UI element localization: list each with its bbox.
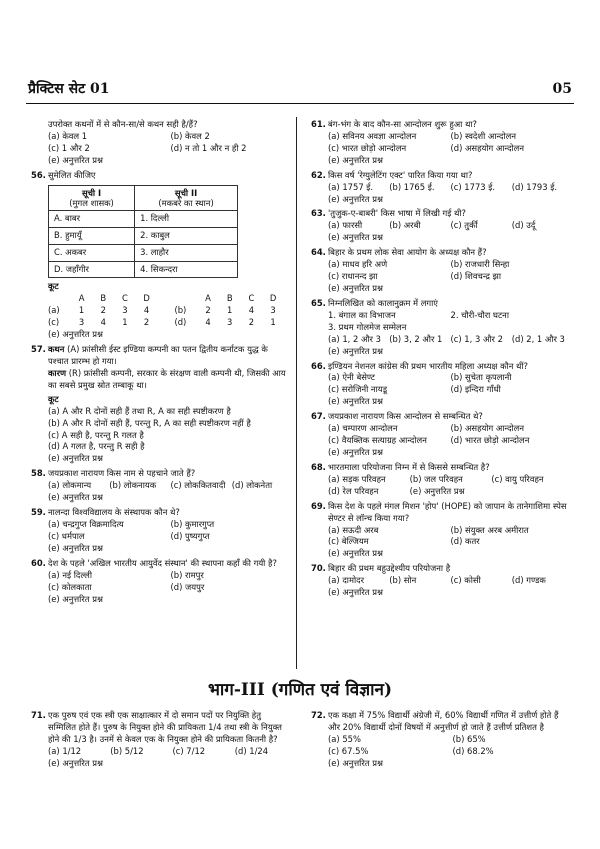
option-b: (b) 1765 ई.	[389, 181, 435, 192]
question-62	[311, 170, 567, 206]
question-number: 66.	[311, 360, 326, 371]
header-rule	[26, 103, 574, 104]
option-c: (c) बेल्जियम	[328, 536, 369, 547]
options	[311, 575, 567, 587]
right-column	[311, 119, 567, 602]
question-60	[31, 558, 287, 606]
page-number: 05	[552, 81, 572, 97]
question-number: 70.	[311, 563, 326, 574]
option-b: (b) रामपुर	[170, 569, 204, 580]
list2-header: सूची II (मकबरे का स्थान)	[135, 185, 238, 210]
option-b: (b) 65%	[452, 733, 486, 744]
option-a: (a) A और R दोनों सही हैं तथा R, A का सही स्पष्टीकरण है	[48, 405, 231, 416]
question-57	[31, 344, 287, 465]
list-item: 2. चौरी-चौरा घटना	[450, 309, 509, 320]
option-e: (e) अनुत्तरित प्रश्न	[328, 282, 383, 293]
option-e: (e) अनुत्तरित प्रश्न	[48, 542, 103, 553]
option-d: (d) 1793 ई.	[511, 181, 558, 192]
options	[31, 570, 287, 606]
question-text: बंग-भंग के बाद कौन-सा आन्दोलन शुरू हुआ था?	[328, 119, 477, 129]
question-59	[31, 507, 287, 555]
option-d: (d) कतर	[450, 536, 480, 547]
question-number: 60.	[31, 557, 46, 568]
options	[311, 259, 567, 295]
column-divider	[296, 117, 297, 669]
option-a: (a) सविनय अवज्ञा आन्दोलन	[328, 130, 417, 141]
question-69	[311, 501, 567, 561]
option-a: (a) फारसी	[328, 220, 363, 231]
question-text: एक कक्षा में 75% विद्यार्थी अंग्रेजी में, 60% विद्यार्थी गणित में उत्तीर्ण होते हैं और 20% विद्यार्थी दोनों विषयों में अनुत्तीर्ण हो जाते हैं उत्तीर्ण प्रतिशत है	[328, 710, 559, 732]
question-71	[31, 710, 291, 770]
question-number: 65.	[311, 297, 326, 308]
question-text: बिहार की प्रथम बहुउद्देश्यीय परियोजना है	[328, 563, 451, 574]
question-number: 67.	[311, 411, 326, 422]
option-b: (b) 5/12	[110, 745, 144, 756]
options	[31, 746, 291, 758]
question-61	[311, 119, 567, 167]
option-b: (b) लोकनायक	[109, 480, 157, 491]
option-d: (d) जयपुर	[170, 581, 205, 592]
section-title: भाग-III (गणित एवं विज्ञान)	[207, 680, 393, 700]
option-e: (e) अनुत्तरित प्रश्न	[328, 446, 383, 457]
question-number: 62.	[311, 169, 326, 180]
question-text: बिहार के प्रथम लोक सेवा आयोग के अध्यक्ष कौन हैं?	[328, 247, 487, 258]
question-55-continued	[31, 119, 287, 167]
options	[311, 372, 567, 408]
option-b: (b) राजधारी सिन्हा	[450, 259, 510, 270]
question-text: देश के पहले 'अखिल भारतीय आयुर्वेद संस्थान' की स्थापना कहाँ की गयी है?	[48, 557, 277, 568]
question-text: इण्डियन नेशनल कांग्रेस की प्रथम भारतीय महिला अध्यक्ष कौन थीं?	[328, 360, 528, 371]
left-column	[31, 119, 287, 608]
code-row: (a) 1 2 3 4 (b) 2 1 4 3	[48, 305, 276, 316]
option-e: (e) अनुत्तरित प्रश्न	[48, 492, 103, 503]
option-e: (e) अनुत्तरित प्रश्न	[48, 453, 103, 464]
option-e: (e) अनुत्तरित प्रश्न	[328, 154, 383, 165]
question-number: 71.	[31, 710, 46, 720]
option-b: (b) स्वदेशी आन्दोलन	[450, 130, 516, 141]
code-label: कूट	[48, 281, 59, 292]
option-c: (c) तुर्की	[450, 220, 478, 231]
option-a: (a) नई दिल्ली	[48, 569, 92, 580]
question-58	[31, 468, 287, 504]
option-e: (e) अनुत्तरित प्रश्न	[48, 154, 103, 165]
reason-text: कारण (R) फ्रांसीसी कम्पनी, सरकार के संरक्षण वाली कम्पनी थी, जिसकी आय का सबसे प्रमुख स्रोत तम्बाकू था।	[48, 367, 286, 390]
code-header-row: A B C D A B C D	[78, 293, 277, 304]
question-68	[311, 462, 567, 498]
option-d: (d) रेल परिवहन	[328, 485, 379, 496]
question-number: 59.	[31, 507, 46, 518]
option-d: (d) लोकनेता	[231, 480, 273, 491]
question-text: एक पुरुष एवं एक स्त्री एक साक्षात्कार में दो समान पदों पर नियुक्ति हेतु सम्मिलित होते हैं। पुरुष के नियुक्त होने की प्रायिकता 1/4 तथा स्त्री के नियुक्त होने की 1/3 है। उनमें से केवल एक के नियुक्त होने की प्रायिकता कितनी है?	[48, 710, 282, 744]
option-b: (b) अरबी	[389, 220, 421, 231]
option-e: (e) अनुत्तरित प्रश्न	[48, 329, 103, 340]
option-e: (e) अनुत्तरित प्रश्न	[409, 485, 465, 496]
option-e: (e) अनुत्तरित प्रश्न	[328, 587, 383, 598]
question-64	[311, 247, 567, 295]
option-b: (b) केवल 2	[170, 130, 210, 141]
question-number: 58.	[31, 468, 46, 479]
option-a: (a) सऊदी अरब	[328, 524, 379, 535]
options	[311, 220, 567, 232]
option-d: (d) भारत छोड़ो आन्दोलन	[450, 435, 530, 446]
list1-header: सूची I (मुगल शासक)	[49, 185, 135, 210]
option-b: (b) 3, 2 और 1	[389, 333, 443, 344]
option-d: (d) 1/24	[234, 745, 269, 756]
options	[311, 182, 567, 194]
option-b: (b) जल परिवहन	[409, 473, 463, 484]
option-c: (c) 1773 ई.	[450, 181, 496, 192]
option-b: (b) कुमारगुप्त	[170, 518, 215, 529]
option-c: (c) 1 और 2	[48, 142, 90, 153]
list-item: 3. प्रथम गोलमेज सम्मेलन	[328, 321, 407, 332]
question-70	[311, 563, 567, 599]
option-a: (a) 55%	[328, 733, 361, 744]
option-c: (c) कोसी	[450, 575, 481, 586]
question-number: 61.	[311, 119, 326, 129]
option-c: (c) 7/12	[172, 745, 206, 756]
options	[311, 525, 567, 561]
option-a: (a) लोकमान्य	[48, 480, 92, 491]
option-a: (a) ऐनी बेसेण्ट	[328, 372, 375, 383]
question-text: निम्नलिखित को कालानुक्रम में लगाएं	[328, 297, 438, 308]
assertion-text: कथन (A) फ्रांसीसी ईस्ट इण्डिया कम्पनी का पतन द्वितीय कर्नाटक युद्ध के पश्चात प्रारम्भ हो गया।	[48, 344, 268, 366]
list-item: 1. बंगाल का विभाजन	[328, 309, 396, 320]
option-c: (c) राधानन्द झा	[328, 271, 378, 282]
option-b: (b) सोन	[389, 575, 417, 586]
option-a: (a) 1, 2 और 3	[328, 333, 381, 344]
options	[31, 480, 287, 492]
question-number: 68.	[311, 461, 326, 472]
options	[311, 423, 567, 459]
match-table	[48, 185, 238, 279]
options	[311, 474, 567, 498]
option-d: (d) पुष्यगुप्त	[170, 530, 210, 541]
options	[311, 734, 571, 770]
question-text: उपरोक्त कथनों में से कौन-सा/से कथन सही है/हैं?	[48, 119, 198, 129]
options	[311, 334, 567, 346]
option-e: (e) अनुत्तरित प्रश्न	[328, 396, 383, 407]
question-63	[311, 208, 567, 244]
question-number: 57.	[31, 344, 46, 355]
option-e: (e) अनुत्तरित प्रश्न	[48, 593, 103, 604]
question-number: 72.	[311, 710, 326, 720]
question-72	[311, 710, 571, 770]
option-a: (a) चम्पारण आन्दोलन	[328, 423, 398, 434]
question-number: 56.	[31, 169, 46, 180]
option-c: (c) वैयक्तिक सत्याग्रह आन्दोलन	[328, 435, 427, 446]
option-d: (d) असहयोग आन्दोलन	[450, 142, 525, 153]
option-c: (c) लोककितवादी	[170, 480, 226, 491]
option-a: (a) दामोदर	[328, 575, 364, 586]
question-67	[311, 411, 567, 459]
table-row: A. बाबर 1. दिल्ली	[49, 210, 238, 227]
option-e: (e) अनुत्तरित प्रश्न	[328, 757, 383, 768]
option-c: (c) कोलकाता	[48, 581, 92, 592]
question-number: 64.	[311, 247, 326, 258]
table-row: C. अकबर 3. लाहौर	[49, 244, 238, 261]
option-c: (c) धर्मपाल	[48, 530, 85, 541]
option-a: (a) माधव हरि अणे	[328, 259, 388, 270]
option-e: (e) अनुत्तरित प्रश्न	[328, 232, 383, 243]
question-text: किस देश के पहले मंगल मिशन 'होप' (HOPE) को जापान के तानेगाशिमा स्पेस सेण्टर से लॉन्च किया गया?	[328, 500, 567, 523]
question-text: 'तुजुक-ए-बाबरी' किस भाषा में लिखी गई थी?	[328, 208, 466, 219]
option-d: (d) शिवचन्द्र झा	[450, 271, 502, 282]
option-b: (b) असहयोग आन्दोलन	[450, 423, 525, 434]
options	[31, 131, 287, 167]
option-d: (d) 2, 1 और 3	[511, 333, 565, 344]
option-e: (e) अनुत्तरित प्रश्न	[328, 345, 383, 356]
question-text: किस वर्ष 'रेग्युलेटिंग एक्ट' पारित किया गया था?	[328, 169, 473, 180]
question-66	[311, 361, 567, 409]
question-text: जयप्रकाश नारायण किस आन्दोलन से सम्बन्धित थे?	[328, 411, 483, 422]
option-a: (a) 1/12	[48, 745, 82, 756]
option-a: (a) सड़क परिवहन	[328, 473, 386, 484]
option-d: (d) 68.2%	[452, 745, 494, 756]
table-row: D. जहाँगीर 4. सिकन्दरा	[49, 261, 238, 278]
option-e: (e) अनुत्तरित प्रश्न	[328, 548, 383, 559]
option-d: (d) उर्दू	[511, 220, 536, 231]
options	[311, 131, 567, 167]
question-65	[311, 298, 567, 358]
option-c: (c) 67.5%	[328, 745, 369, 756]
option-a: (a) चन्द्रगुप्त विक्रमादित्य	[48, 518, 124, 529]
option-c: (c) भारत छोड़ो आन्दोलन	[328, 142, 407, 153]
option-b: (b) संयुक्त अरब अमीरात	[450, 524, 529, 535]
page-header-title: प्रैक्टिस सेट 01	[28, 81, 110, 97]
options	[31, 519, 287, 555]
code-table	[48, 293, 287, 329]
option-d: (d) इन्दिरा गाँधी	[450, 384, 501, 395]
question-56	[31, 170, 287, 341]
question-number: 63.	[311, 208, 326, 219]
code-label: कूट	[48, 393, 59, 404]
code-row: (c) 3 4 1 2 (d) 4 3 2 1	[48, 317, 276, 328]
option-a: (a) 1757 ई.	[328, 181, 374, 192]
option-c: (c) वायु परिवहन	[491, 473, 544, 484]
option-c: (c) A सही है, परन्तु R गलत है	[48, 429, 144, 440]
question-text: नालन्दा विश्वविद्यालय के संस्थापक कौन थे?	[48, 507, 180, 518]
table-row: B. हुमायूँ 2. काबुल	[49, 227, 238, 244]
option-b: (b) सुचेता कृपलानी	[450, 372, 512, 383]
option-c: (c) 1, 3 और 2	[450, 333, 503, 344]
option-e: (e) अनुत्तरित प्रश्न	[48, 757, 103, 768]
question-number: 69.	[311, 500, 326, 511]
option-b: (b) A और R दोनों सही हैं, परन्तु R, A का सही स्पष्टीकरण नहीं है	[48, 417, 251, 428]
option-d: (d) A गलत है, परन्तु R सही है	[48, 441, 145, 452]
question-text: सुमेलित कीजिए	[48, 169, 96, 180]
option-d: (d) न तो 1 और न ही 2	[170, 142, 247, 153]
option-c: (c) सरोजिनी नायडू	[328, 384, 388, 395]
option-e: (e) अनुत्तरित प्रश्न	[328, 193, 383, 204]
chronology-items	[311, 310, 567, 334]
option-d: (d) गण्डक	[511, 575, 546, 586]
question-text: भारतमाला परियोजना निम्न में से किससे सम्बन्धित है?	[328, 461, 490, 472]
question-text: जयप्रकाश नारायण किस नाम से पहचाने जाते हैं?	[48, 468, 196, 479]
option-a: (a) केवल 1	[48, 130, 88, 141]
